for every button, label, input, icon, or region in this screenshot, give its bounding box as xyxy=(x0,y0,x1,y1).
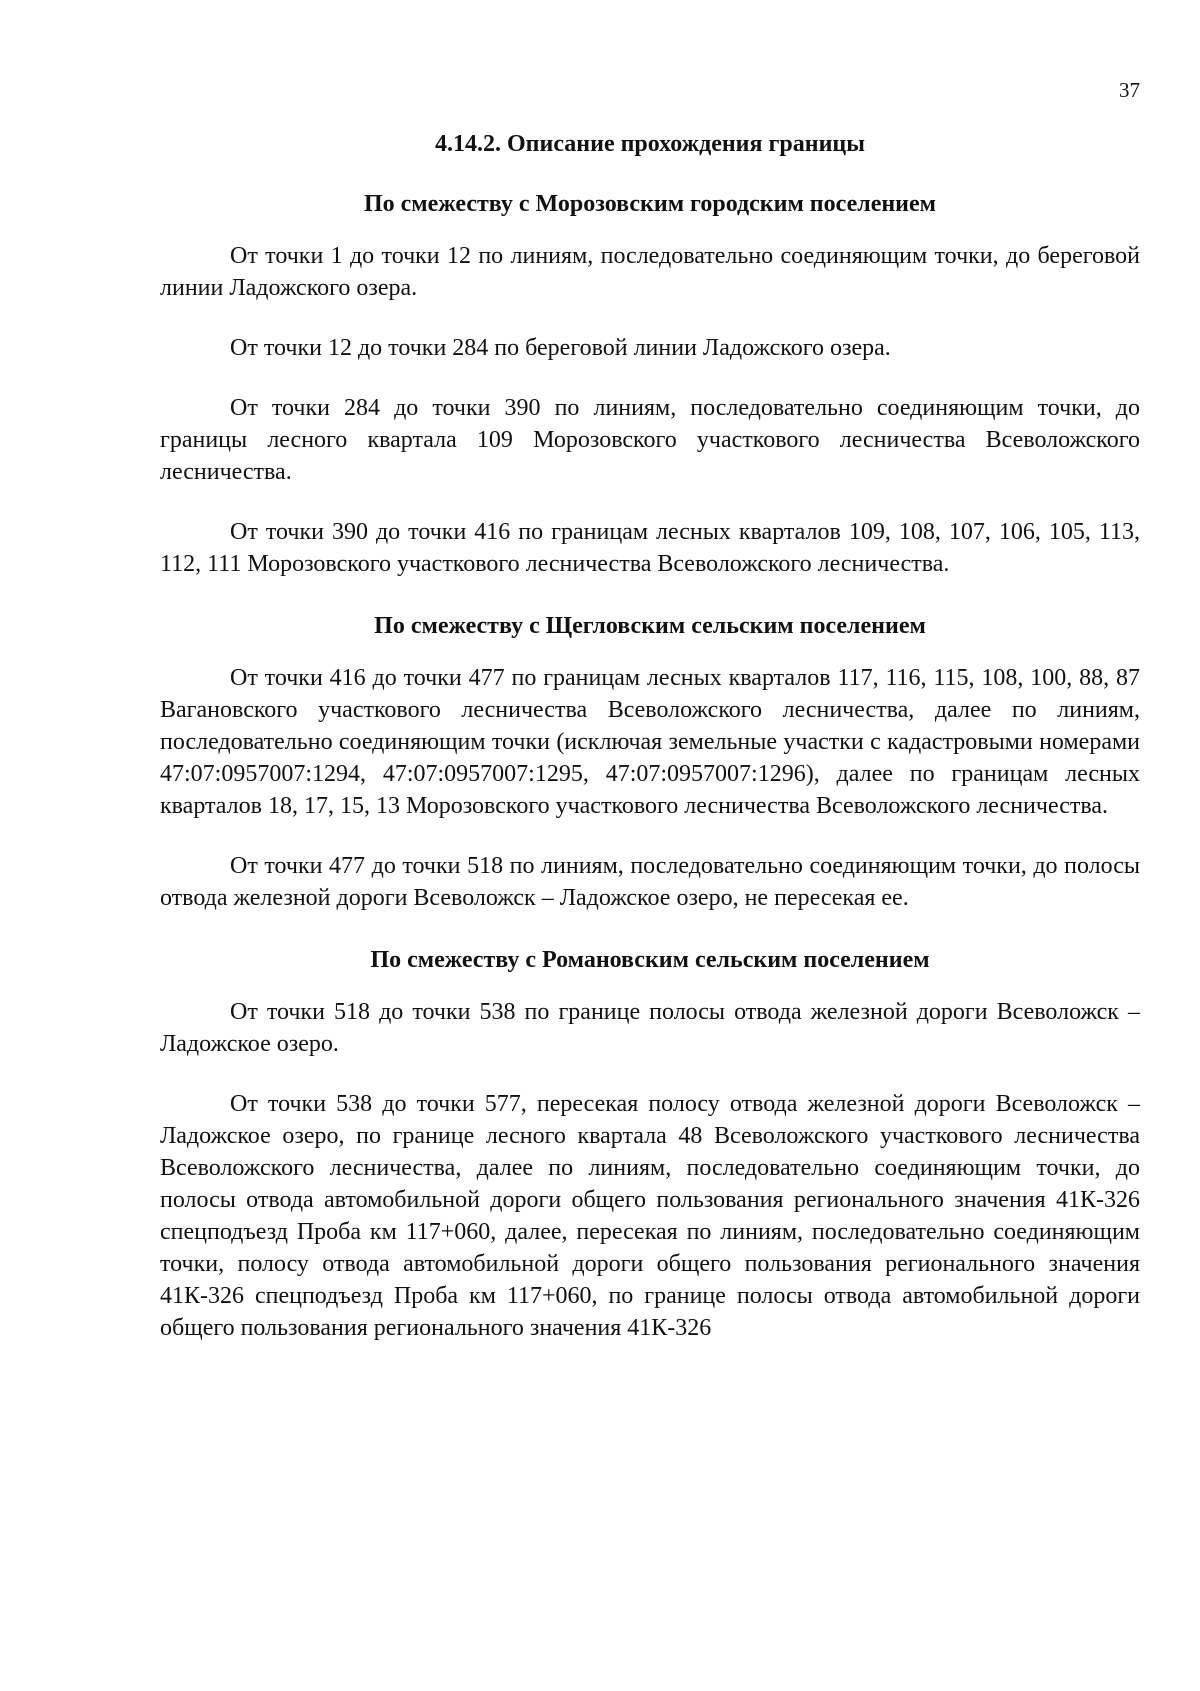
paragraph: От точки 1 до точки 12 по линиям, последовательно соединяющим точки, до береговой линии Ладожского озера. xyxy=(160,243,1140,301)
paragraph: От точки 538 до точки 577, пересекая полосу отвода железной дороги Всеволожск – Ладожское озеро, по границе лесного квартала 48 Всеволожского участкового лесничества Всеволожского лесничества, далее по линиям, последовательно соединяющим точки, до полосы отвода автомобильной дороги общего пользования регионального значения 41К-326 спецподъезд Проба км 117+060, далее, пересекая по линиям, последовательно соединяющим точки, полосу отвода автомобильной дороги общего пользования регионального значения 41К-326 спецподъезд Проба км 117+060, по границе полосы отвода автомобильной дороги общего пользования регионального значения 41К-326 xyxy=(160,1091,1140,1341)
section-title: 4.14.2. Описание прохождения границы xyxy=(435,131,865,157)
subsection-title-scheglov: По смежеству с Щегловским сельским поселением xyxy=(374,613,926,639)
subsection-title-morozov: По смежеству с Морозовским городским поселением xyxy=(363,191,937,217)
paragraph: От точки 477 до точки 518 по линиям, последовательно соединяющим точки, до полосы отвода железной дороги Всеволожск – Ладожское озеро, не пересекая ее. xyxy=(160,853,1140,911)
paragraph: От точки 390 до точки 416 по границам лесных кварталов 109, 108, 107, 106, 105, 113, 112, 111 Морозовского участкового лесничества Всеволожского лесничества. xyxy=(160,519,1140,577)
paragraph: От точки 12 до точки 284 по береговой линии Ладожского озера. xyxy=(230,335,891,361)
paragraph: От точки 284 до точки 390 по линиям, последовательно соединяющим точки, до границы лесного квартала 109 Морозовского участкового лесничества Всеволожского лесничества. xyxy=(160,395,1140,485)
paragraph: От точки 416 до точки 477 по границам лесных кварталов 117, 116, 115, 108, 100, 88, 87 Вагановского участкового лесничества Всеволожского лесничества, далее по линиям, последовательно соединяющим точки (исключая земельные участки с кадастровыми номерами 47:07:0957007:1294, 47:07:0957007:1295, 47:07:0957007:1296), далее по границам лесных кварталов 18, 17, 15, 13 Морозовского участкового лесничества Всеволожского лесничества. xyxy=(160,665,1140,819)
document-body xyxy=(160,128,1140,1372)
paragraph: От точки 518 до точки 538 по границе полосы отвода железной дороги Всеволожск – Ладожское озеро. xyxy=(160,999,1140,1057)
subsection-title-romanov: По смежеству с Романовским сельским поселением xyxy=(370,947,930,973)
page-number: 37 xyxy=(1119,78,1140,102)
